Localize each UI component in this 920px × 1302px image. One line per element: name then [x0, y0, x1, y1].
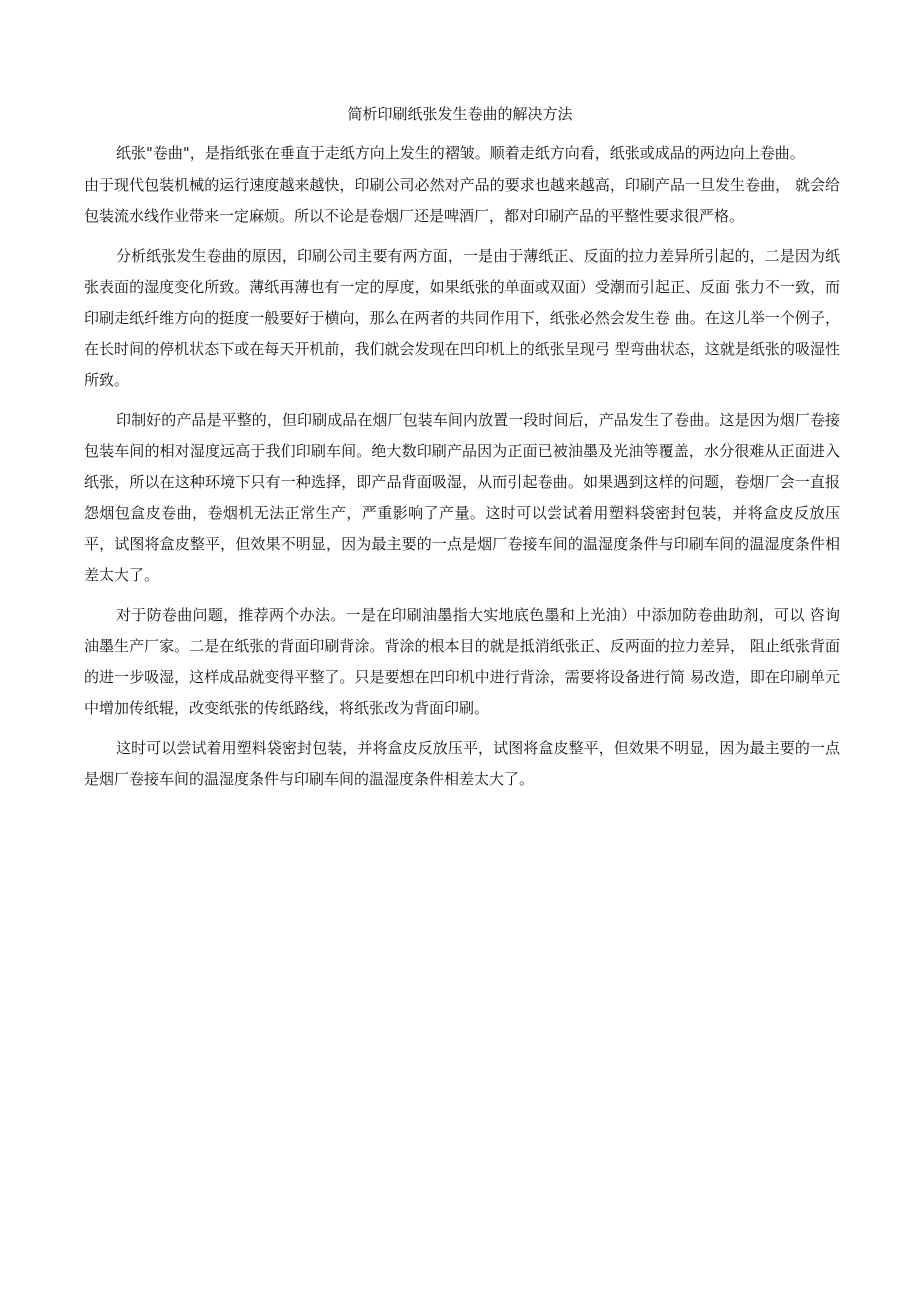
paragraph-example: 印制好的产品是平整的，但印刷成品在烟厂包装车间内放置一段时间后，产品发生了卷曲。这是因为烟厂卷接包装车间的相对湿度远高于我们印刷车间。绝大数印刷产品因为正面已被油墨及光油等覆盖，水分很难从正面进入纸张，所以在这种环境下只有一种选择，即产品背面吸湿，从而引起卷曲。如果遇到这样的问题，卷烟厂会一直报怨烟包盒皮卷曲，卷烟机无法正常生产，严重影响了产量。这时可以尝试着用塑料袋密封包装，并将盒皮反放压平，试图将盒皮整平，但效果不明显，因为最主要的一点是烟厂卷接车间的温湿度条件与印刷车间的温湿度条件相差太大了。 [84, 411, 840, 584]
paragraph-causes: 分析纸张发生卷曲的原因，印刷公司主要有两方面，一是由于薄纸正、反面的拉力差异所引起的，二是因为纸张表面的湿度变化所致。薄纸再薄也有一定的厚度，如果纸张的单面或双面）受潮而引起正、反面 张力不一致，而印刷走纸纤维方向的挺度一般要好于横向，那么在两者的共同作用下，纸张必然会发生卷 曲。在这儿举一个例子，在长时间的停机状态下或在每天开机前，我们就会发现在凹印机上的纸张呈现弓 型弯曲状态，这就是纸张的吸湿性所致。 [84, 247, 840, 389]
paragraph-definition: 纸张"卷曲"，是指纸张在垂直于走纸方向上发生的褶皱。顺着走纸方向看，纸张或成品的两边向上卷曲。 [116, 144, 805, 162]
document-title: 简析印刷纸张发生卷曲的解决方法 [347, 105, 573, 123]
document-body [84, 142, 840, 804]
paragraph-solutions: 对于防卷曲问题，推荐两个办法。一是在印刷油墨指大实地底色墨和上光油）中添加防卷曲助剂，可以 咨询油墨生产厂家。二是在纸张的背面印刷背涂。背涂的根本目的就是抵消纸张正、反两面的拉力差异， 阻止纸张背面的进一步吸湿，这样成品就变得平整了。只是要想在凹印机中进行背涂，需要将设备进行简 易改造，即在印刷单元中增加传纸辊，改变纸张的传纸路线，将纸张改为背面印刷。 [84, 606, 840, 717]
paragraph-conclusion: 这时可以尝试着用塑料袋密封包装，并将盒皮反放压平，试图将盒皮整平，但效果不明显，因为最主要的一点是烟厂卷接车间的温湿度条件与印刷车间的温湿度条件相差太大了。 [84, 739, 840, 788]
paragraph-background: 由于现代包装机械的运行速度越来越快，印刷公司必然对产品的要求也越来越高，印刷产品一旦发生卷曲， 就会给包装流水线作业带来一定麻烦。所以不论是卷烟厂还是啤酒厂，都对印刷产品的平整性要求很严格。 [84, 176, 840, 225]
